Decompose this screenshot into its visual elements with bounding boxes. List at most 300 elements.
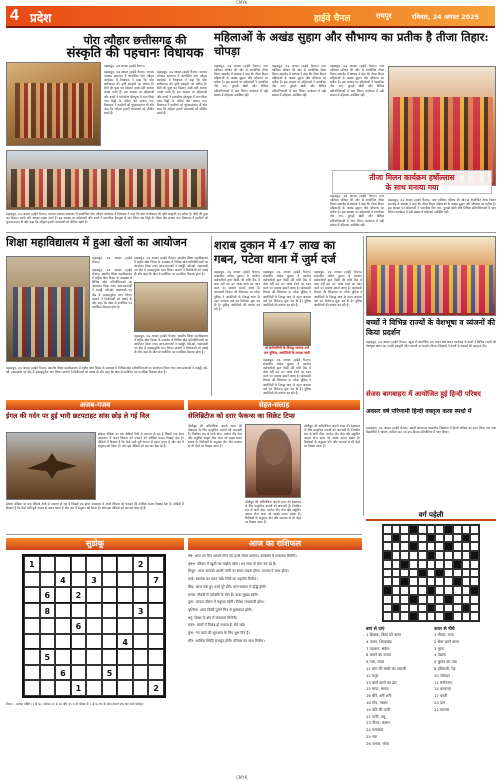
crossword-block — [392, 534, 401, 543]
crossword-clue: 18 गोप, ग्वाला — [366, 699, 388, 705]
sharab-caption-line-1: दो कर्मचारियों के विरुद्ध मामला दर्ज — [265, 346, 309, 350]
page-number: 4 — [10, 7, 19, 24]
shiksha-headline: शिक्षा महाविद्यालय में हुआ खेलों का आयोजन — [6, 236, 187, 249]
crossword-square — [427, 525, 436, 534]
crossword-square — [392, 612, 401, 621]
sudoku-cell — [117, 680, 133, 696]
crossword-square — [462, 586, 471, 595]
crossword-block — [409, 595, 418, 604]
crossword-square — [427, 577, 436, 586]
rashifal-list — [188, 554, 362, 774]
sudoku-cell — [86, 603, 102, 619]
sudoku-cell: 2 — [133, 556, 149, 572]
sudoku-cell — [148, 556, 164, 572]
crossword-square — [427, 569, 436, 578]
crossword-clue: 12 चतुर — [366, 672, 379, 678]
crossword-square — [400, 612, 409, 621]
crossword-square — [418, 525, 427, 534]
crossword-square — [383, 577, 392, 586]
cmyk-mark-bottom: CMYK — [236, 775, 248, 780]
crossword-square — [400, 595, 409, 604]
rashifal-item: धनु- शिक्षा के क्षेत्र में सफलता मिलेगी। — [188, 615, 238, 620]
crossword-block — [409, 542, 418, 551]
pola-photo — [6, 62, 101, 146]
crossword-square — [383, 560, 392, 569]
crossword-block — [427, 551, 436, 560]
crossword-clue: 6 हरियाली, पेड़ — [434, 665, 456, 671]
sudoku-cell — [71, 634, 87, 650]
crossword-block — [470, 586, 479, 595]
sudoku-cell — [133, 665, 149, 681]
sudoku-cell — [133, 634, 149, 650]
sudoku-cell — [24, 603, 40, 619]
sudoku-cell: 4 — [55, 572, 71, 588]
crossword-square — [453, 551, 462, 560]
crossword-title: वर्ग पहेली — [366, 510, 496, 521]
crossword-square — [435, 586, 444, 595]
sudoku-cell — [86, 587, 102, 603]
crossword-square — [418, 604, 427, 613]
sudoku-cell: 6 — [40, 587, 56, 603]
crossword-clue: 17 धरती — [434, 693, 448, 699]
crossword-square — [453, 534, 462, 543]
crossword-square — [383, 569, 392, 578]
crossword-square — [435, 525, 444, 534]
crossword-square — [444, 569, 453, 578]
sehat-body-col-3: बॉलीवुड की अभिनेत्रियां अपनी त्वचा की देखभाल के लिए प्राकृतिक उपायों को अपनाती हैं। नियमित रूप से पानी पीना, पर्याप्त नींद लेना और संतुलित आहार लेना त्वचा को स्वस्थ बनाए रखता है। विशेषज्ञों के अनुसार योग और व्यायाम से भी चेहरे पर निखार आता है। — [245, 500, 301, 525]
crossword-square — [418, 577, 427, 586]
crossword-clue: 14 कायरता — [434, 686, 451, 692]
crossword-square — [435, 612, 444, 621]
sudoku-cell — [102, 680, 118, 696]
teej-body-col-2: महासमुंद, 24 अगस्त (हाईवे चैनल)। नगर पालिका परिषद की ओर से आयोजित तीजा मिलन समारोह में अध्यक्ष ने कहा कि तीजा तिहार महिलाओं के अखंड सुहाग और सौभाग्य का प्रतीक है। इस अवसर पर महिलाओं ने पारंपरिक गीत गाए, फुगड़ी खेली और विभिन्न प्रतियोगिताओं में भाग लिया। कार्यक्रम में बड़ी संख्या में महिलाएं उपस्थित रहीं। — [272, 64, 326, 97]
eagle-shape — [27, 453, 77, 479]
rashifal-item: कन्या- नौकरी में पदोन्नति के योग हैं। यात्रा सुखद रहेगी। — [188, 592, 259, 597]
crossword-square — [435, 551, 444, 560]
sudoku-cell — [102, 603, 118, 619]
sehat-body-col-2: बॉलीवुड की अभिनेत्रियां अपनी त्वचा की देखभाल के लिए प्राकृतिक उपायों को अपनाती हैं। नियमित रूप से पानी पीना, पर्याप्त नींद लेना और संतुलित आहार लेना त्वचा को स्वस्थ बनाए रखता है। विशेषज्ञों के अनुसार योग और व्यायाम से भी चेहरे पर निखार आता है। — [304, 424, 360, 449]
crossword-square — [392, 551, 401, 560]
sudoku-cell — [24, 680, 40, 696]
pola-headline — [62, 34, 208, 60]
crossword-square — [392, 560, 401, 569]
crossword-square — [453, 604, 462, 613]
yojana-headline-3: अवसर वर्ष परिणामी हिन्दी वक्तृत्व कला स्पर्धा में — [366, 408, 472, 415]
crossword-square — [427, 595, 436, 604]
sudoku-cell — [24, 572, 40, 588]
sharab-body-col-2: महासमुंद, 24 अगस्त (हाईवे चैनल)। शासकीय मदिरा दुकान में कार्यरत कर्मचारियों द्वारा बिक्री की राशि बैंक में जमा नहीं कर 47 लाख रुपये का गबन करने का मामला सामने आया है। आबकारी विभाग की शिकायत पर पटेवा पुलिस ने आरोपियों के विरुद्ध धारा के तहत अपराध दर्ज कर विवेचना शुरू कर दी है। पुलिस आरोपियों की तलाश कर रही है। — [263, 270, 311, 307]
sehat-body-col-1: बॉलीवुड की अभिनेत्रियां अपनी त्वचा की देखभाल के लिए प्राकृतिक उपायों को अपनाती हैं। नियमित रूप से पानी पीना, पर्याप्त नींद लेना और संतुलित आहार लेना त्वचा को स्वस्थ बनाए रखता है। विशेषज्ञों के अनुसार योग और व्यायाम से भी चेहरे पर निखार आता है। — [188, 424, 242, 449]
rashifal-item: मकर- कार्यों में विलंब हो सकता है, धैर्य रखें। — [188, 623, 246, 628]
sharab-body-col-3: महासमुंद, 24 अगस्त (हाईवे चैनल)। शासकीय मदिरा दुकान में कार्यरत कर्मचारियों द्वारा बिक्री की राशि बैंक में जमा नहीं कर 47 लाख रुपये का गबन करने का मामला सामने आया है। आबकारी विभाग की शिकायत पर पटेवा पुलिस ने आरोपियों के विरुद्ध धारा के तहत अपराध दर्ज कर विवेचना शुरू कर दी है। पुलिस आरोपियों की तलाश कर रही है। — [263, 358, 311, 395]
crossword-square — [453, 525, 462, 534]
sudoku-cell — [117, 649, 133, 665]
sudoku-cell — [117, 603, 133, 619]
crossword-square — [409, 577, 418, 586]
rashifal-item: कुंभ- नए कार्य की शुरुआत के लिए शुभ दिन है। — [188, 631, 250, 636]
crossword-square — [470, 542, 479, 551]
crossword-square — [427, 612, 436, 621]
yojana-photo — [366, 236, 496, 316]
crossword-square — [462, 569, 471, 578]
yojana-headline-2: सेजस बागबाहरा में आयोजित हुई हिन्दी परिषद — [366, 390, 481, 398]
crossword-square — [462, 551, 471, 560]
sudoku-cell — [71, 556, 87, 572]
crossword-square — [470, 577, 479, 586]
sudoku-cell — [133, 572, 149, 588]
crossword-square — [462, 577, 471, 586]
crossword-square — [400, 586, 409, 595]
crossword-block — [470, 551, 479, 560]
crossword-square — [462, 542, 471, 551]
crossword-clue: 23 नीरज, कमल — [366, 720, 390, 726]
crossword-clue: 25 नया — [366, 733, 378, 739]
pola-body-bottom: महासमुंद, 24 अगस्त (हाईवे चैनल)। जनपद पंचायत सभागार में आयोजित पोरा त्यौहार कार्यक्रम में विधायक ने कहा कि पोरा छत्तीसगढ़ की कृषि संस्कृति का प्रतीक है। बैलों की पूजा कर किसान उनके प्रति आभार व्यक्त करते हैं। इस अवसर पर महिलाओं और बच्चों ने पारंपरिक वेशभूषा में भाग लिया तथा मिट्टी के नंदिया बैल सजाए गए। विधायक ने ग्रामीणों को शुभकामनाएं दीं और कहा कि त्यौहार हमारी परंपराओं को जीवित रखते हैं। — [6, 212, 208, 225]
rashifal-item: मेष- आज का दिन आपके लिए नई ऊर्जा लेकर आएगा। कार्यक्षेत्र में सफलता मिलेगी। — [188, 554, 297, 558]
crossword-square — [400, 542, 409, 551]
crossword-square — [383, 595, 392, 604]
crossword-square — [435, 560, 444, 569]
shiksha-body-bottom: महासमुंद, 24 अगस्त (हाईवे चैनल)। स्थानीय शिक्षा महाविद्यालय में राष्ट्रीय खेल दिवस के उपलक्ष्य में विभिन्न खेल प्रतियोगिताओं का आयोजन किया गया। छात्र-छात्राओं ने कबड्डी, खो-खो, रस्साकशी एवं दौड़ में उत्साहपूर्वक भाग लिया। प्राचार्य ने विजेताओं को बधाई दी और कहा कि खेल से शारीरिक एवं मानसिक विकास होता है। — [6, 366, 208, 375]
sudoku-cell — [102, 556, 118, 572]
sehat-banner: सेहत-सलाह — [188, 400, 360, 410]
sudoku-cell — [24, 649, 40, 665]
rashifal-item: मीन- आर्थिक स्थिति मजबूत होगी। परिवार का साथ मिलेगा। — [188, 638, 265, 643]
sudoku-cell — [55, 556, 71, 572]
teej-caption-line-1: तीजा मिलन कार्यक्रम हर्षोल्लास — [369, 173, 455, 182]
sudoku-cell — [133, 587, 149, 603]
sudoku-cell: 6 — [55, 665, 71, 681]
city-name: रायपुर — [376, 12, 392, 20]
sudoku-cell: 3 — [133, 603, 149, 619]
pola-body-col-2: महासमुंद, 24 अगस्त (हाईवे चैनल)। जनपद पंचायत सभागार में आयोजित पोरा त्यौहार कार्यक्रम में विधायक ने कहा कि पोरा छत्तीसगढ़ की कृषि संस्कृति का प्रतीक है। बैलों की पूजा कर किसान उनके प्रति आभार व्यक्त करते हैं। इस अवसर पर महिलाओं और बच्चों ने पारंपरिक वेशभूषा में भाग लिया तथा मिट्टी के नंदिया बैल सजाए गए। विधायक ने ग्रामीणों को शुभकामनाएं दीं और कहा कि त्यौहार हमारी परंपराओं को जीवित रखते हैं। — [157, 70, 207, 115]
sehat-headline: सेलिब्रिटीज को दरार फेकन्स का सिक्रेट टिप्स — [188, 412, 295, 420]
crossword-square — [453, 595, 462, 604]
crossword-square — [409, 586, 418, 595]
yojana-body: महासमुंद, 24 अगस्त (हाईवे चैनल)। स्कूल में आयोजित एक भारत श्रेष्ठ भारत कार्यक्रम में बच्चों ने विभिन्न राज्यों की वेशभूषा धारण कर उनकी संस्कृति और व्यंजनों का प्रदर्शन किया। शिक्षकों ने बच्चों के प्रयासों की सराहना की। — [366, 340, 496, 349]
pola-headline-line-2: संस्कृति की पहचानः विधायक — [66, 46, 204, 60]
sehat-photo — [245, 424, 301, 498]
crossword-block — [418, 569, 427, 578]
shiksha-body-col-2: महासमुंद, 24 अगस्त (हाईवे चैनल)। स्थानीय शिक्षा महाविद्यालय में राष्ट्रीय खेल दिवस के उपलक्ष्य में विभिन्न खेल प्रतियोगिताओं का आयोजन किया गया। छात्र-छात्राओं ने कबड्डी, खो-खो, रस्साकशी एवं दौड़ में उत्साहपूर्वक भाग लिया। प्राचार्य ने विजेताओं को बधाई दी और कहा कि खेल से शारीरिक एवं मानसिक विकास होता है। — [134, 256, 208, 277]
masthead-bar — [6, 6, 495, 28]
sudoku-cell — [86, 634, 102, 650]
crossword-square — [418, 595, 427, 604]
ajab-gajab-headline: ईगल की गर्दन पर हुई भारी छटपटाहट सांस छोड़ ले गई विल — [6, 412, 150, 420]
sudoku-cell: 7 — [148, 572, 164, 588]
crossword-square — [409, 551, 418, 560]
shiksha-photo — [6, 256, 90, 362]
crossword-square — [462, 560, 471, 569]
rashifal-item: वृषभ- परिवार में खुशी का माहौल रहेगा। धन लाभ के योग बन रहे हैं। — [188, 561, 277, 566]
crossword-square — [383, 534, 392, 543]
photo-crowd — [11, 169, 205, 207]
sudoku-cell — [133, 618, 149, 634]
crossword-square — [435, 604, 444, 613]
crossword-square — [444, 551, 453, 560]
crossword-square — [427, 560, 436, 569]
crossword-square — [470, 525, 479, 534]
sudoku-cell: 2 — [71, 587, 87, 603]
sudoku-title: सुडोकू — [6, 538, 184, 550]
crossword-block — [462, 534, 471, 543]
crossword-square — [383, 542, 392, 551]
crossword-square — [418, 551, 427, 560]
crossword-block — [444, 595, 453, 604]
sudoku-cell — [148, 665, 164, 681]
crossword-square — [435, 577, 444, 586]
shiksha-body-col-3: महासमुंद, 24 अगस्त (हाईवे चैनल)। स्थानीय शिक्षा महाविद्यालय में राष्ट्रीय खेल दिवस के उपलक्ष्य में विभिन्न खेल प्रतियोगिताओं का आयोजन किया गया। छात्र-छात्राओं ने कबड्डी, खो-खो, रस्साकशी एवं दौड़ में उत्साहपूर्वक भाग लिया। प्राचार्य ने विजेताओं को बधाई दी और कहा कि खेल से शारीरिक एवं मानसिक विकास होता है। — [134, 334, 208, 355]
sudoku-cell — [40, 665, 56, 681]
photo-children — [371, 265, 493, 313]
crossword-square — [418, 542, 427, 551]
crossword-square — [470, 604, 479, 613]
crossword-block — [409, 525, 418, 534]
sudoku-cell — [117, 665, 133, 681]
sudoku-cell — [117, 556, 133, 572]
photo-hair — [256, 429, 292, 495]
sudoku-cell — [55, 618, 71, 634]
crossword-grid — [382, 524, 480, 622]
crossword-square — [400, 569, 409, 578]
sudoku-cell — [102, 649, 118, 665]
sharab-body-col-4: महासमुंद, 24 अगस्त (हाईवे चैनल)। शासकीय मदिरा दुकान में कार्यरत कर्मचारियों द्वारा बिक्री की राशि बैंक में जमा नहीं कर 47 लाख रुपये का गबन करने का मामला सामने आया है। आबकारी विभाग की शिकायत पर पटेवा पुलिस ने आरोपियों के विरुद्ध धारा के तहत अपराध दर्ज कर विवेचना शुरू कर दी है। पुलिस आरोपियों की तलाश कर रही है। — [314, 270, 362, 307]
crossword-square — [409, 604, 418, 613]
sudoku-cell — [117, 572, 133, 588]
crossword-square — [453, 569, 462, 578]
sudoku-cell — [102, 634, 118, 650]
crossword-clue: 10 जोरदार — [434, 672, 450, 678]
sudoku-cell — [24, 618, 40, 634]
photo-people — [15, 83, 93, 138]
crossword-square — [435, 595, 444, 604]
eagle-photo — [6, 432, 96, 500]
crossword-clue: 16 धीरे, शनैः शनैः — [366, 693, 392, 699]
sudoku-cell: 1 — [24, 556, 40, 572]
crossword-square — [409, 534, 418, 543]
crossword-square — [453, 612, 462, 621]
pola-body-col-1: महासमुंद, 24 अगस्त (हाईवे चैनल)। जनपद पंचायत सभागार में आयोजित पोरा त्यौहार कार्यक्रम में विधायक ने कहा कि पोरा छत्तीसगढ़ की कृषि संस्कृति का प्रतीक है। बैलों की पूजा कर किसान उनके प्रति आभार व्यक्त करते हैं। इस अवसर पर महिलाओं और बच्चों ने पारंपरिक वेशभूषा में भाग लिया तथा मिट्टी के नंदिया बैल सजाए गए। विधायक ने ग्रामीणों को शुभकामनाएं दीं और कहा कि त्यौहार हमारी परंपराओं को जीवित रखते हैं। — [104, 70, 154, 115]
crossword-square — [444, 560, 453, 569]
crossword-block — [427, 604, 436, 613]
crossword-square — [453, 586, 462, 595]
sudoku-cell — [24, 634, 40, 650]
crossword-square — [444, 534, 453, 543]
sudoku-cell — [40, 556, 56, 572]
divider-top — [6, 232, 496, 233]
sudoku-cell: 2 — [148, 680, 164, 696]
sudoku-cell — [55, 649, 71, 665]
crossword-square — [453, 542, 462, 551]
crossword-square — [470, 612, 479, 621]
crossword-square — [470, 569, 479, 578]
crossword-block — [427, 586, 436, 595]
divider-vert-2 — [363, 236, 364, 516]
rashifal-item: सिंह- आज रुके हुए कार्य पूरे होंगे। मान-सम्मान में वृद्धि होगी। — [188, 584, 267, 589]
shiksha-body-col-1: महासमुंद, 24 अगस्त (हाईवे चैनल)। स्थानीय शिक्षा महाविद्यालय में राष्ट्रीय खेल दिवस के उपलक्ष्य में विभिन्न खेल प्रतियोगिताओं का आयोजन किया गया। छात्र-छात्राओं ने कबड्डी, खो-खो, रस्साकशी एवं दौड़ में उत्साहपूर्वक भाग लिया। प्राचार्य ने विजेताओं को बधाई दी और कहा कि खेल से शारीरिक एवं मानसिक विकास होता है। — [92, 268, 132, 309]
crossword-down-heading: बाएं से दाएं — [366, 627, 385, 632]
crossword-clue: 1 पीपल, पत्ता — [434, 632, 454, 637]
crossword-square — [409, 569, 418, 578]
sudoku-cell — [71, 649, 87, 665]
crossword-square — [418, 534, 427, 543]
sudoku-cell — [24, 587, 40, 603]
teej-body-col-4: महासमुंद, 24 अगस्त (हाईवे चैनल)। नगर पालिका परिषद की ओर से आयोजित तीजा मिलन समारोह में अध्यक्ष ने कहा कि तीजा तिहार महिलाओं के अखंड सुहाग और सौभाग्य का प्रतीक है। इस अवसर पर महिलाओं ने पारंपरिक गीत गाए, फुगड़ी खेली और विभिन्न प्रतियोगिताओं में भाग लिया। कार्यक्रम में बड़ी संख्या में महिलाएं उपस्थित रहीं। — [388, 198, 496, 215]
sudoku-cell — [148, 587, 164, 603]
crossword-square — [462, 525, 471, 534]
rashifal-item: वृश्चिक- आज किसी पुराने मित्र से मुलाकात होगी। — [188, 607, 253, 612]
sharab-photo — [263, 312, 311, 346]
sudoku-cell — [148, 603, 164, 619]
crossword-block — [462, 604, 471, 613]
crossword-square — [383, 604, 392, 613]
crossword-clues-right — [434, 626, 496, 774]
teej-body-col-3: महासमुंद, 24 अगस्त (हाईवे चैनल)। नगर पालिका परिषद की ओर से आयोजित तीजा मिलन समारोह में अध्यक्ष ने कहा कि तीजा तिहार महिलाओं के अखंड सुहाग और सौभाग्य का प्रतीक है। इस अवसर पर महिलाओं ने पारंपरिक गीत गाए, फुगड़ी खेली और विभिन्न प्रतियोगिताओं में भाग लिया। कार्यक्रम में बड़ी संख्या में महिलाएं उपस्थित रहीं। — [330, 64, 384, 97]
crossword-block — [427, 534, 436, 543]
sudoku-cell — [86, 556, 102, 572]
ajab-gajab-body-col-2: सोशल मीडिया पर एक वीडियो तेजी से वायरल हो रहा है जिसमें एक ईगल आसमान में अपने शिकार को पकड़ने की कोशिश करता दिखाई देता है। वीडियो में दिखता है कि कैसे पक्षी पूरी ताकत से उड़ान भरता है और अंत में संतुलन खो बैठता है। लोग इस वीडियो को बार-बार देख रहे हैं। — [6, 502, 184, 511]
section-title: प्रदेश — [30, 11, 52, 25]
rashifal-title: आज का राशिफल — [188, 538, 362, 550]
crossword-clue: 8 बताने का उपाय — [366, 652, 391, 658]
crossword-clue: 24 चमत्कार — [366, 727, 384, 733]
sudoku-cell: 8 — [40, 603, 56, 619]
crossword-square — [400, 525, 409, 534]
sudoku-cell — [102, 572, 118, 588]
crossword-block — [444, 525, 453, 534]
sudoku-cell — [55, 603, 71, 619]
crossword-block — [444, 612, 453, 621]
crossword-clue: 5 कुरान का पाठ — [434, 659, 457, 665]
sudoku-cell — [102, 587, 118, 603]
sudoku-cell: 3 — [86, 572, 102, 588]
sudoku-cell — [133, 680, 149, 696]
crossword-square — [435, 534, 444, 543]
teej-caption — [332, 170, 492, 194]
teej-body-col-5: महासमुंद, 24 अगस्त (हाईवे चैनल)। नगर पालिका परिषद की ओर से आयोजित तीजा मिलन समारोह में अध्यक्ष ने कहा कि तीजा तिहार महिलाओं के अखंड सुहाग और सौभाग्य का प्रतीक है। इस अवसर पर महिलाओं ने पारंपरिक गीत गाए, फुगड़ी खेली और विभिन्न प्रतियोगिताओं में भाग लिया। कार्यक्रम में बड़ी संख्या में महिलाएं उपस्थित रहीं। — [330, 194, 384, 227]
teej-photo — [388, 66, 496, 186]
sudoku-cell — [133, 649, 149, 665]
crossword-square — [444, 577, 453, 586]
yojana-headline: बच्चों ने विभिन्न राज्यों के वेशभूषा व व्यंजनों की किया प्रदर्शन — [366, 318, 496, 337]
sudoku-cell: 5 — [102, 665, 118, 681]
sharab-headline — [214, 238, 362, 266]
crossword-clue-list-left — [366, 632, 432, 748]
crossword-clue: 1 शिक्षक, विद्या देने वाला — [366, 632, 401, 637]
crossword-clue: 4 देखना — [434, 652, 446, 658]
sharab-caption-line-2: कर पुलिस, आरोपियों के तलाश जारी — [264, 350, 310, 355]
sudoku-cell — [148, 618, 164, 634]
sharab-photo-caption — [263, 346, 311, 355]
cmyk-mark-top: CMYK — [236, 0, 248, 5]
sudoku-cell — [117, 587, 133, 603]
crossword-square — [418, 612, 427, 621]
sharab-body-col-1: महासमुंद, 24 अगस्त (हाईवे चैनल)। शासकीय मदिरा दुकान में कार्यरत कर्मचारियों द्वारा बिक्री की राशि बैंक में जमा नहीं कर 47 लाख रुपये का गबन करने का मामला सामने आया है। आबकारी विभाग की शिकायत पर पटेवा पुलिस ने आरोपियों के विरुद्ध धारा के तहत अपराध दर्ज कर विवेचना शुरू कर दी है। पुलिस आरोपियों की तलाश कर रही है। — [214, 270, 260, 311]
sudoku-cell: 4 — [117, 634, 133, 650]
crossword-block — [400, 577, 409, 586]
crossword-square — [418, 560, 427, 569]
crossword-square — [427, 542, 436, 551]
crossword-square — [470, 560, 479, 569]
sudoku-cell: 1 — [71, 680, 87, 696]
crossword-block — [383, 586, 392, 595]
sharab-headline-line-1: शराब दुकान में 47 लाख का — [214, 238, 336, 252]
crossword-square — [392, 525, 401, 534]
header-date: रविवार, 24 अगस्त 2025 — [412, 13, 480, 21]
sudoku-cell: 6 — [71, 618, 87, 634]
crossword-square — [392, 595, 401, 604]
crossword-square — [400, 604, 409, 613]
crossword-clue: 4 पत्थर, शिलाखंड — [366, 638, 392, 644]
pola-dateline: महासमुंद, 24 अगस्त (हाईवे चैनल)। — [104, 64, 145, 68]
crossword-clue: 11 मनोरंजन — [434, 679, 452, 685]
crossword-clue: 3 मूल्य — [434, 645, 444, 651]
crossword-square — [462, 595, 471, 604]
crossword-square — [392, 569, 401, 578]
sudoku-instructions: नियम :- प्रत्येक पंक्ति (1 से 9), कॉलम (1 से 9) और 3×3 के बॉक्स में 1 से 9 तक के अंक केवल एक बार आने चाहिए। — [6, 702, 144, 706]
crossword-square — [418, 586, 427, 595]
ajab-gajab-body-col-1: सोशल मीडिया पर एक वीडियो तेजी से वायरल हो रहा है जिसमें एक ईगल आसमान में अपने शिकार को पकड़ने की कोशिश करता दिखाई देता है। वीडियो में दिखता है कि कैसे पक्षी पूरी ताकत से उड़ान भरता है और अंत में संतुलन खो बैठता है। लोग इस वीडियो को बार-बार देख रहे हैं। — [98, 432, 184, 449]
sudoku-cell: 5 — [40, 649, 56, 665]
ajab-gajab-banner: अजब-गजब — [6, 400, 184, 410]
sudoku-cell — [24, 665, 40, 681]
crossword-square — [444, 604, 453, 613]
sudoku-cell — [40, 618, 56, 634]
crossword-clues-left — [366, 626, 432, 774]
sudoku-cell — [86, 665, 102, 681]
sudoku-cell — [117, 618, 133, 634]
sudoku-cell — [71, 665, 87, 681]
sudoku-cell — [55, 634, 71, 650]
crossword-block — [453, 577, 462, 586]
crossword-block — [392, 604, 401, 613]
divider-mid — [6, 534, 362, 535]
rashifal-item: मिथुन- आज आपको अपनी वाणी पर संयम रखना होगा। व्यापार में लाभ होगा। — [188, 569, 289, 574]
crossword-block — [444, 542, 453, 551]
divider-vert-1 — [211, 236, 212, 396]
teej-body-col-1: महासमुंद, 24 अगस्त (हाईवे चैनल)। नगर पालिका परिषद की ओर से आयोजित तीजा मिलन समारोह में अध्यक्ष ने कहा कि तीजा तिहार महिलाओं के अखंड सुहाग और सौभाग्य का प्रतीक है। इस अवसर पर महिलाओं ने पारंपरिक गीत गाए, फुगड़ी खेली और विभिन्न प्रतियोगिताओं में भाग लिया। कार्यक्रम में बड़ी संख्या में महिलाएं उपस्थित रहीं। — [214, 64, 268, 97]
shiksha-dateline: महासमुंद, 24 अगस्त (हाईवे चैनल)। — [92, 256, 132, 265]
sudoku-grid — [22, 554, 166, 698]
sudoku-cell — [55, 680, 71, 696]
crossword-clue: 22 तालाब — [434, 706, 449, 712]
rashifal-item: कर्क- स्वास्थ्य का ध्यान रखें। मित्रों का सहयोग मिलेगा। — [188, 577, 258, 582]
crossword-clue: 21 पत्नी, वधू — [366, 713, 386, 719]
crossword-square — [470, 534, 479, 543]
crossword-clue: 7 पहचान, संकेत — [366, 645, 390, 651]
teej-headline: महिलाओं के अखंड सुहाग और सौभाग्य का प्रतीक है तीजा तिहार: चोपड़ा — [214, 30, 489, 58]
sudoku-cell — [40, 634, 56, 650]
crossword-block — [409, 612, 418, 621]
crossword-square — [392, 577, 401, 586]
crossword-clue: 19 पति की पत्नी — [366, 706, 391, 712]
sudoku-cell — [148, 649, 164, 665]
sudoku-cell — [102, 618, 118, 634]
crossword-clue: 20 दान — [434, 699, 446, 705]
rashifal-item: तुला- दांपत्य जीवन में मधुरता रहेगी। निवेश लाभकारी होगा। — [188, 600, 265, 605]
crossword-square — [383, 525, 392, 534]
crossword-square — [470, 595, 479, 604]
crossword-clue: 13 कार्य करने का ढंग — [366, 679, 397, 685]
sudoku-cell — [40, 572, 56, 588]
sudoku-cell — [86, 618, 102, 634]
crossword-square — [392, 586, 401, 595]
brand-name: हाईवे चैनल — [314, 14, 351, 24]
crossword-block — [435, 569, 444, 578]
shiksha-photo-2 — [134, 282, 208, 332]
crossword-square — [409, 560, 418, 569]
sudoku-cell — [55, 587, 71, 603]
